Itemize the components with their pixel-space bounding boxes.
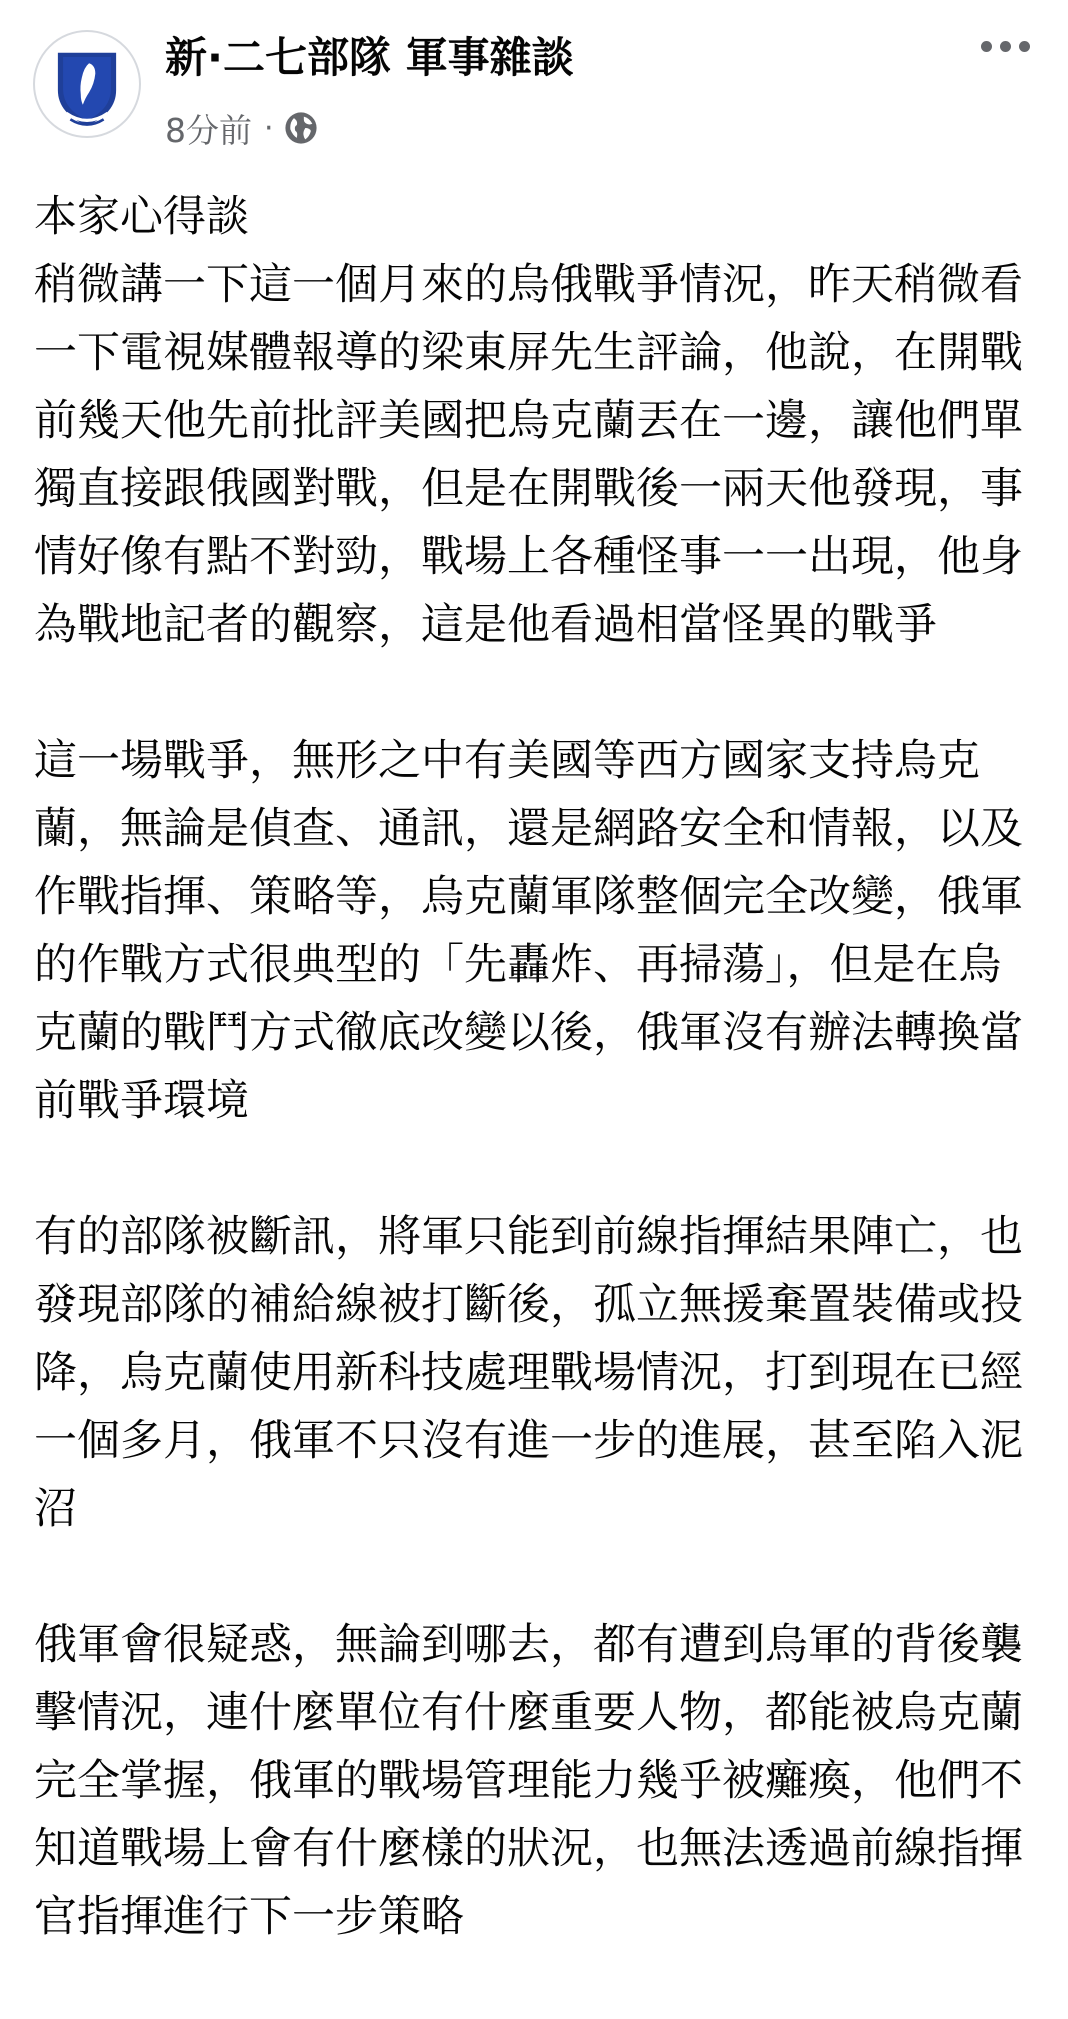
text-line: 官指揮進行下一步策略 (34, 1892, 464, 1942)
post-paragraph (34, 183, 1044, 659)
page-avatar[interactable] (33, 30, 141, 138)
more-dot-icon (1000, 41, 1011, 52)
more-dot-icon (981, 41, 992, 52)
shield-logo-icon (35, 32, 139, 136)
post-meta (165, 104, 318, 152)
post-timestamp[interactable]: 8分前 (165, 110, 252, 150)
globe-icon[interactable] (284, 111, 318, 145)
post-paragraph (34, 727, 1044, 1135)
text-line: 蘭，無論是偵查、通訊，還是網路安全和情報，以及 (34, 804, 1023, 854)
text-line: 擊情況，連什麼單位有什麼重要人物，都能被烏克蘭 (34, 1688, 1023, 1738)
page-name[interactable]: 新·二七部隊 軍事雜談 (165, 33, 574, 82)
text-line: 這一場戰爭，無形之中有美國等西方國家支持烏克 (34, 736, 980, 786)
text-line: 知道戰場上會有什麼樣的狀況，也無法透過前線指揮 (34, 1824, 1023, 1874)
text-line: 一下電視媒體報導的梁東屏先生評論，他說，在開戰 (34, 328, 1023, 378)
text-line: 一個多月，俄軍不只沒有進一步的進展，甚至陷入泥 (34, 1416, 1023, 1466)
text-line: 稍微講一下這一個月來的烏俄戰爭情況，昨天稍微看 (34, 260, 1023, 310)
more-dot-icon (1019, 41, 1030, 52)
text-line: 為戰地記者的觀察，這是他看過相當怪異的戰爭 (34, 600, 937, 650)
post-paragraph (34, 1203, 1044, 1543)
text-line: 克蘭的戰鬥方式徹底改變以後，俄軍沒有辦法轉換當 (34, 1008, 1023, 1058)
text-line: 完全掌握，俄軍的戰場管理能力幾乎被癱瘓，他們不 (34, 1756, 1023, 1806)
text-line: 情好像有點不對勁，戰場上各種怪事一一出現，他身 (34, 532, 1023, 582)
text-line: 本家心得談 (34, 192, 249, 242)
post-body (34, 183, 1044, 2019)
text-line: 獨直接跟俄國對戰，但是在開戰後一兩天他發現，事 (34, 464, 1023, 514)
text-line: 前戰爭環境 (34, 1076, 249, 1126)
text-line: 降，烏克蘭使用新科技處理戰場情況，打到現在已經 (34, 1348, 1023, 1398)
more-options-button[interactable] (970, 24, 1040, 68)
meta-separator: · (264, 110, 274, 146)
text-line: 俄軍會很疑惑，無論到哪去，都有遭到烏軍的背後襲 (34, 1620, 1023, 1670)
text-line: 發現部隊的補給線被打斷後，孤立無援棄置裝備或投 (34, 1280, 1023, 1330)
text-line: 作戰指揮、策略等，烏克蘭軍隊整個完全改變，俄軍 (34, 872, 1023, 922)
text-line: 的作戰方式很典型的「先轟炸、再掃蕩」，但是在烏 (34, 940, 1002, 990)
post-header (0, 0, 1068, 165)
text-line: 沼 (34, 1484, 77, 1534)
text-line: 前幾天他先前批評美國把烏克蘭丟在一邊，讓他們單 (34, 396, 1023, 446)
text-line: 有的部隊被斷訊，將軍只能到前線指揮結果陣亡，也 (34, 1212, 1023, 1262)
post-paragraph (34, 1611, 1044, 1951)
